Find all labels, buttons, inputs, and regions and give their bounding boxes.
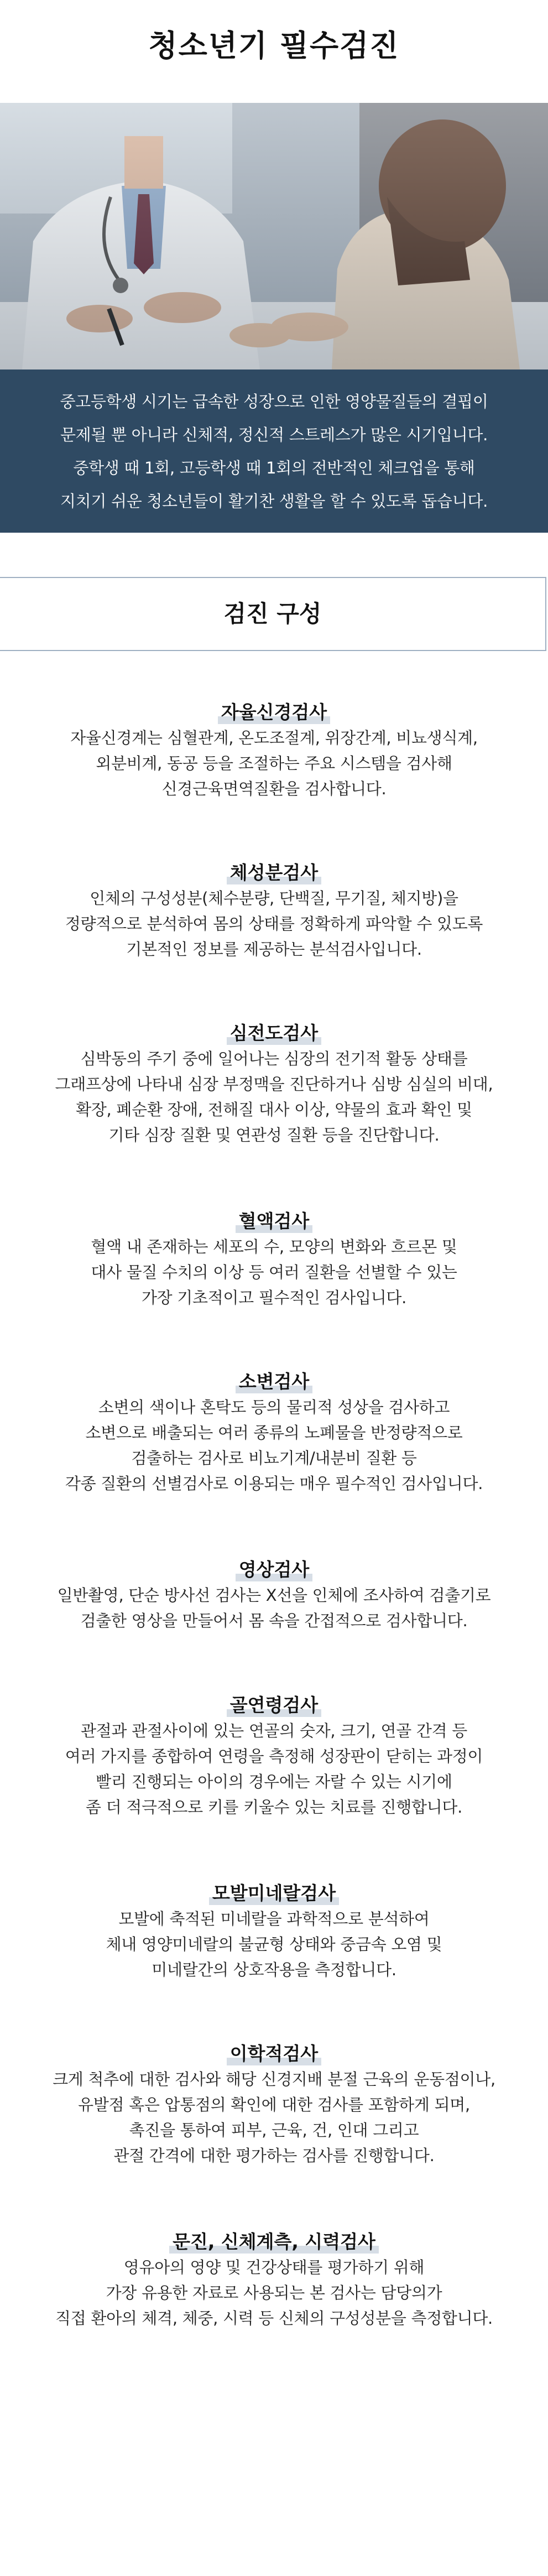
exam-block-ecg <box>0 1021 548 1148</box>
exam-block-physical <box>0 2041 548 2168</box>
exam-desc-line: 영유아의 영양 및 건강상태를 평가하기 위해 <box>123 2258 425 2277</box>
page-title: 청소년기 필수검진 <box>148 28 400 63</box>
exam-desc-line: 관절과 관절사이에 있는 연골의 숫자, 크기, 연골 간격 등 <box>81 1721 467 1740</box>
exam-block-body-composition <box>0 860 548 962</box>
exam-desc-line: 가장 기초적이고 필수적인 검사입니다. <box>141 1288 407 1307</box>
exam-block-imaging <box>0 1557 548 1633</box>
exam-block-bone-age <box>0 1693 548 1820</box>
exam-desc-line: 검출한 영상을 만들어서 몸 속을 간접적으로 검사합니다. <box>80 1611 468 1630</box>
exam-desc-line: 검출하는 검사로 비뇨기계/내분비 질환 등 <box>131 1449 417 1467</box>
exam-desc-line: 심박동의 주기 중에 일어나는 심장의 전기적 활동 상태를 <box>80 1049 468 1068</box>
exam-desc-line: 신경근육면역질환을 검사합니다. <box>161 779 387 798</box>
intro-line: 지치기 쉬운 청소년들이 활기찬 생활을 할 수 있도록 돕습니다. <box>60 492 488 511</box>
exam-desc-line: 일반촬영, 단순 방사선 검사는 X선을 인체에 조사하여 검출기로 <box>57 1586 491 1605</box>
exam-desc-line: 유발점 혹은 압통점의 확인에 대한 검사를 포함하게 되며, <box>78 2095 470 2114</box>
exam-desc-line: 기본적인 정보를 제공하는 분석검사입니다. <box>126 940 422 959</box>
exam-block-hair-mineral <box>0 1881 548 1982</box>
exam-title: 혈액검사 <box>236 1209 313 1234</box>
exam-desc-line: 체내 영양미네랄의 불균형 상태와 중금속 오염 및 <box>106 1935 442 1954</box>
intro-line: 중고등학생 시기는 급속한 성장으로 인한 영양물질들의 결핍이 <box>60 392 488 411</box>
exam-desc-line: 직접 환아의 체격, 체중, 시력 등 신체의 구성성분을 측정합니다. <box>55 2309 493 2328</box>
exam-desc-line: 그래프상에 나타내 심장 부정맥을 진단하거나 심방 심실의 비대, <box>55 1075 493 1094</box>
doctor-consultation-illustration <box>0 103 548 370</box>
intro-banner <box>0 370 548 533</box>
exam-block-blood <box>0 1209 548 1310</box>
exam-desc-line: 각종 질환의 선별검사로 이용되는 매우 필수적인 검사입니다. <box>65 1474 483 1493</box>
exam-desc-line: 혈액 내 존재하는 세포의 수, 모양의 변화와 흐르몬 및 <box>91 1237 457 1256</box>
exam-title: 체성분검사 <box>227 860 321 886</box>
exam-desc-line: 소변의 색이나 혼탁도 등의 물리적 성상을 검사하고 <box>98 1398 450 1417</box>
exam-desc-line: 크게 척추에 대한 검사와 해당 신경지배 분절 근육의 운동점이나, <box>53 2070 495 2089</box>
intro-line: 문제될 뿐 아니라 신체적, 정신적 스트레스가 많은 시기입니다. <box>60 425 488 444</box>
exam-desc-line: 기타 심장 질환 및 연관성 질환 등을 진단합니다. <box>108 1126 440 1144</box>
exam-desc-line: 인체의 구성성분(체수분량, 단백질, 무기질, 체지방)을 <box>90 889 458 908</box>
exam-desc-line: 확장, 폐순환 장애, 전해질 대사 이상, 약물의 효과 확인 및 <box>76 1100 472 1119</box>
exam-title: 문진, 신체계측, 시력검사 <box>169 2229 379 2255</box>
exam-title: 이학적검사 <box>227 2041 321 2067</box>
section-title: 검진 구성 <box>223 600 322 627</box>
intro-line: 중학생 때 1회, 고등학생 때 1회의 전반적인 체크업을 통해 <box>73 459 475 477</box>
exam-desc-line: 외분비계, 동공 등을 조절하는 주요 시스템을 검사해 <box>96 754 452 773</box>
exam-block-autonomic <box>0 700 548 802</box>
exam-desc-line: 촉진을 통하여 피부, 근육, 건, 인대 그리고 <box>129 2121 419 2140</box>
exam-title: 자율신경검사 <box>218 700 330 725</box>
exam-desc-line: 소변으로 배출되는 여러 종류의 노폐물을 반정량적으로 <box>85 1423 463 1442</box>
exam-title: 모발미네랄검사 <box>209 1881 339 1906</box>
exam-desc-line: 대사 물질 수치의 이상 등 여러 질환을 선별할 수 있는 <box>91 1263 457 1282</box>
exam-block-urine <box>0 1369 548 1496</box>
exam-desc-line: 자율신경계는 심혈관계, 온도조절계, 위장간계, 비뇨생식계, <box>70 728 478 747</box>
hero-photo <box>0 103 548 370</box>
exam-desc-line: 관절 간격에 대한 평가하는 검사를 진행합니다. <box>113 2146 435 2165</box>
exam-desc-line: 정량적으로 분석하여 몸의 상태를 정확하게 파악할 수 있도록 <box>65 914 483 933</box>
exam-title: 심전도검사 <box>227 1021 321 1046</box>
exam-desc-line: 좀 더 적극적으로 키를 키울수 있는 치료를 진행합니다. <box>85 1798 463 1817</box>
exam-desc-line: 여러 가지를 종합하여 연령을 측정해 성장판이 닫히는 과정이 <box>65 1747 483 1766</box>
exam-desc-line: 빨리 진행되는 아이의 경우에는 자랄 수 있는 시기에 <box>96 1772 452 1791</box>
exam-title: 골연령검사 <box>227 1693 321 1718</box>
section-header-box <box>0 577 546 651</box>
exam-title: 영상검사 <box>236 1557 313 1583</box>
exam-desc-line: 미네랄간의 상호작용을 측정합니다. <box>152 1960 396 1979</box>
exam-desc-line: 모발에 축적된 미네랄을 과학적으로 분석하여 <box>118 1909 430 1928</box>
exam-block-interview-measurement <box>0 2229 548 2331</box>
exam-title: 소변검사 <box>236 1369 313 1394</box>
exam-desc-line: 가장 유용한 자료로 사용되는 본 검사는 담당의가 <box>106 2283 442 2302</box>
